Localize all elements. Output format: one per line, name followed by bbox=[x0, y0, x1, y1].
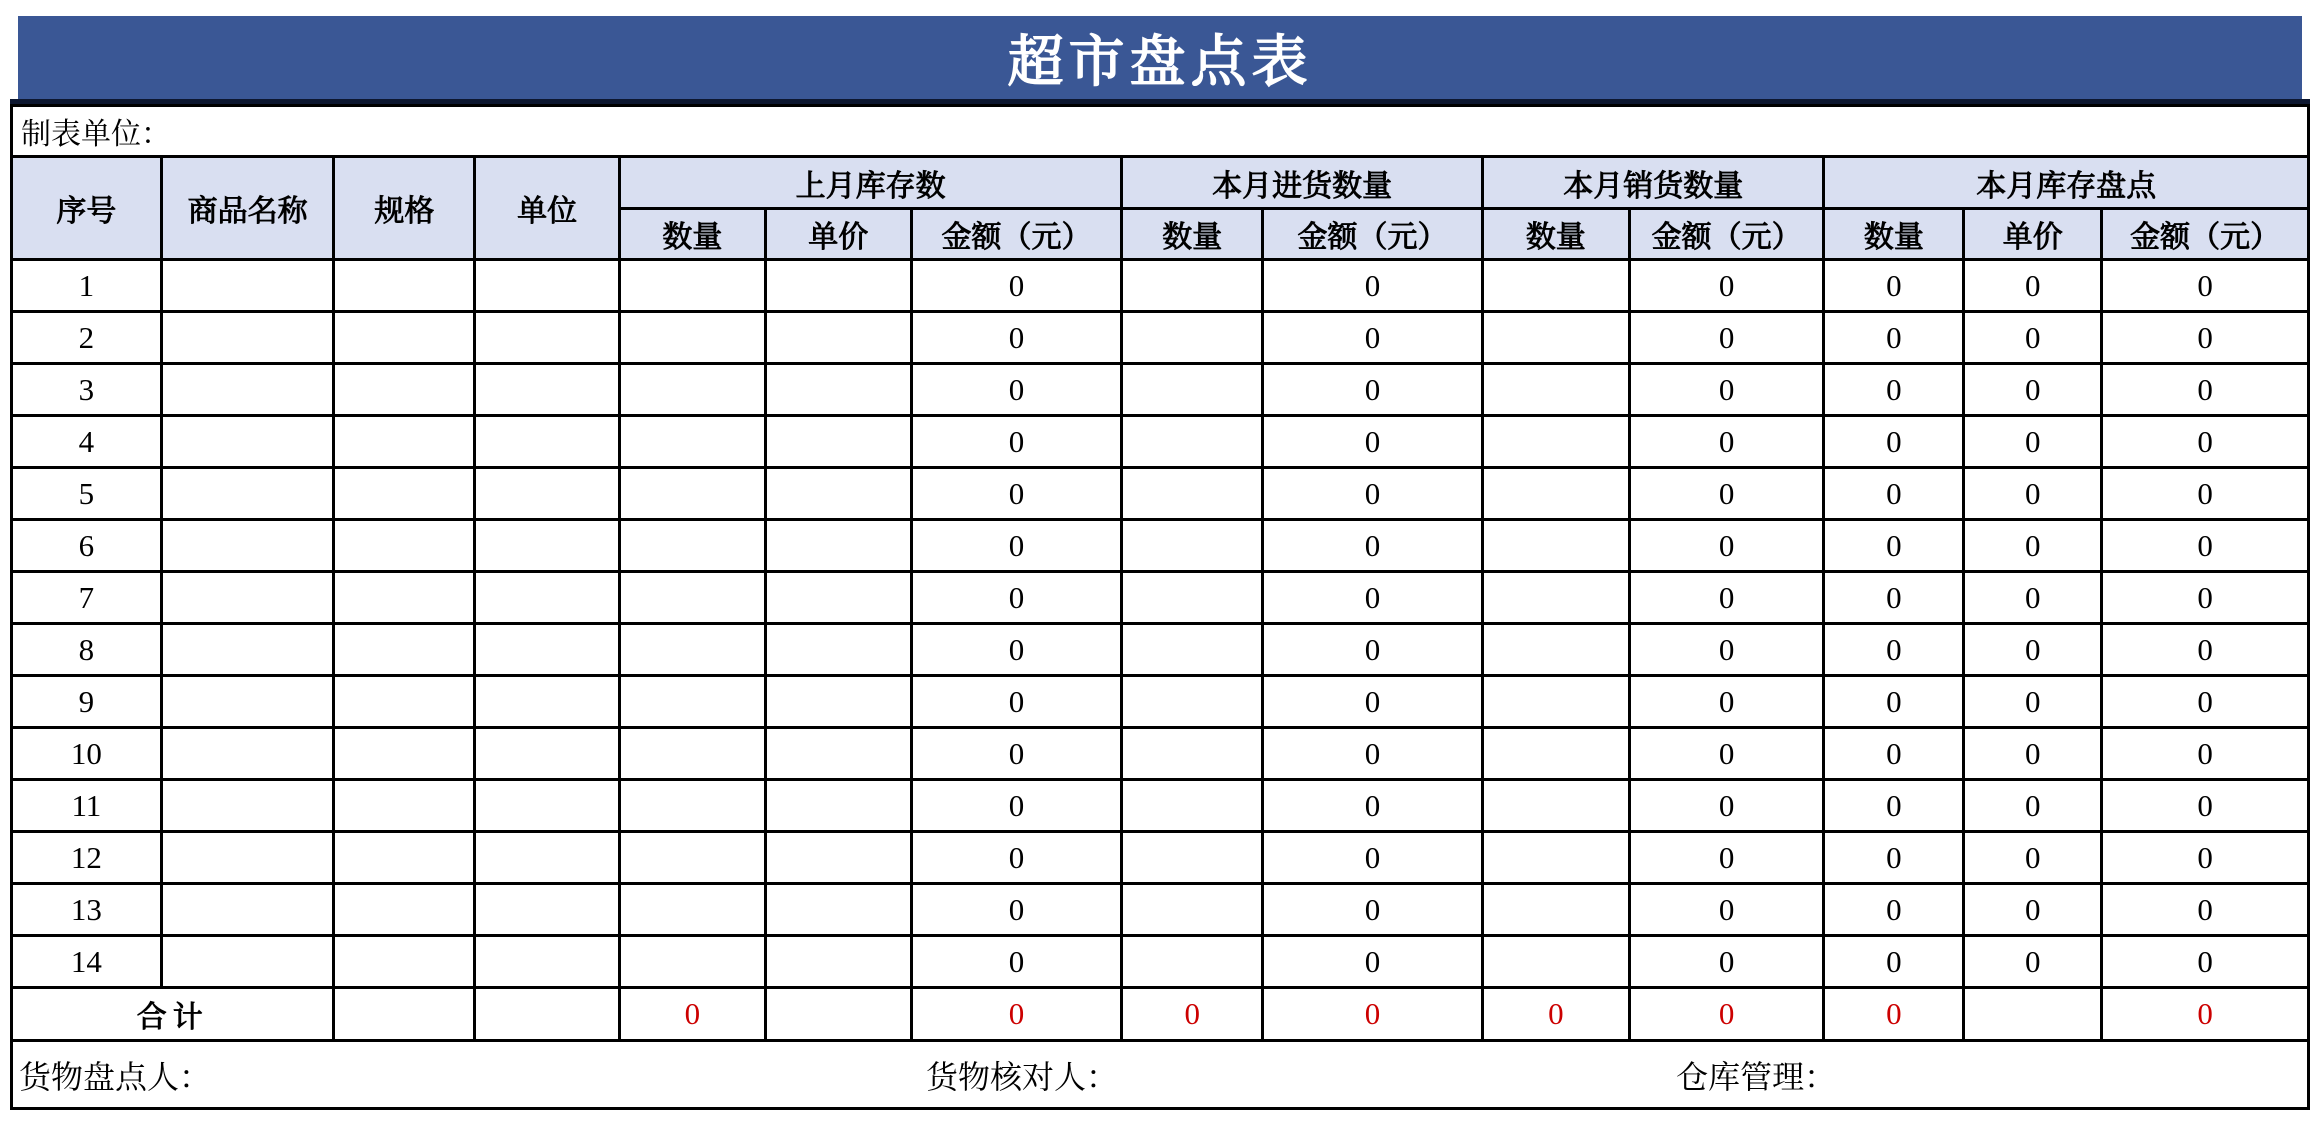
cell[interactable] bbox=[1482, 260, 1629, 312]
cell[interactable]: 0 bbox=[1629, 260, 1824, 312]
cell[interactable] bbox=[765, 572, 911, 624]
cell[interactable] bbox=[475, 676, 620, 728]
table-row bbox=[12, 468, 2309, 520]
cell[interactable] bbox=[161, 312, 334, 364]
cell[interactable] bbox=[1482, 468, 1629, 520]
cell[interactable]: 0 bbox=[1824, 832, 1964, 884]
checker-label: 货物盘点人： bbox=[19, 1058, 212, 1095]
cell[interactable] bbox=[1482, 676, 1629, 728]
cell[interactable] bbox=[1122, 884, 1263, 936]
cell-seq[interactable]: 10 bbox=[12, 728, 162, 780]
cell[interactable] bbox=[161, 832, 334, 884]
cell[interactable] bbox=[161, 624, 334, 676]
cell[interactable]: 0 bbox=[1824, 780, 1964, 832]
cell[interactable] bbox=[619, 312, 765, 364]
cell[interactable]: 0 bbox=[911, 676, 1122, 728]
total-cell[interactable] bbox=[334, 988, 475, 1041]
cell[interactable] bbox=[765, 468, 911, 520]
cell[interactable]: 0 bbox=[1629, 624, 1824, 676]
cell[interactable] bbox=[765, 364, 911, 416]
cell[interactable] bbox=[765, 624, 911, 676]
cell-seq[interactable]: 1 bbox=[12, 260, 162, 312]
cell[interactable] bbox=[765, 780, 911, 832]
cell[interactable]: 0 bbox=[1263, 676, 1483, 728]
table-row bbox=[12, 312, 2309, 364]
cell[interactable] bbox=[765, 936, 911, 988]
cell[interactable] bbox=[619, 260, 765, 312]
table-row bbox=[12, 832, 2309, 884]
cell[interactable]: 0 bbox=[911, 572, 1122, 624]
total-cell[interactable]: 0 bbox=[1263, 988, 1483, 1041]
total-cell[interactable]: 0 bbox=[619, 988, 765, 1041]
table-row bbox=[12, 416, 2309, 468]
cell[interactable] bbox=[765, 676, 911, 728]
cell[interactable] bbox=[475, 468, 620, 520]
cell[interactable]: 0 bbox=[911, 884, 1122, 936]
cell[interactable] bbox=[475, 780, 620, 832]
header-spec: 规格 bbox=[334, 157, 475, 260]
cell[interactable]: 0 bbox=[1629, 936, 1824, 988]
cell[interactable]: 0 bbox=[1263, 832, 1483, 884]
cell[interactable]: 0 bbox=[911, 780, 1122, 832]
cell[interactable]: 0 bbox=[2102, 884, 2309, 936]
cell[interactable] bbox=[1482, 832, 1629, 884]
cell[interactable]: 0 bbox=[2102, 780, 2309, 832]
total-label: 合计 bbox=[12, 988, 334, 1041]
cell[interactable] bbox=[1122, 624, 1263, 676]
cell[interactable]: 0 bbox=[1964, 520, 2102, 572]
table-row bbox=[12, 260, 2309, 312]
cell[interactable] bbox=[475, 936, 620, 988]
verifier-label: 货物核对人： bbox=[926, 1058, 1119, 1095]
total-cell[interactable] bbox=[1964, 988, 2102, 1041]
cell[interactable]: 0 bbox=[1629, 468, 1824, 520]
table-row bbox=[12, 676, 2309, 728]
cell[interactable]: 0 bbox=[1824, 728, 1964, 780]
cell-seq[interactable]: 4 bbox=[12, 416, 162, 468]
cell[interactable] bbox=[1122, 260, 1263, 312]
cell[interactable] bbox=[1482, 624, 1629, 676]
group-header-month-stocktake: 本月库存盘点 bbox=[1824, 157, 2309, 209]
cell[interactable] bbox=[619, 364, 765, 416]
cell[interactable]: 0 bbox=[1263, 780, 1483, 832]
cell-seq[interactable]: 2 bbox=[12, 312, 162, 364]
cell[interactable] bbox=[475, 884, 620, 936]
cell[interactable] bbox=[161, 780, 334, 832]
table-row bbox=[12, 572, 2309, 624]
cell[interactable] bbox=[765, 260, 911, 312]
cell[interactable]: 0 bbox=[911, 416, 1122, 468]
cell[interactable] bbox=[1122, 312, 1263, 364]
cell-seq[interactable]: 8 bbox=[12, 624, 162, 676]
cell[interactable]: 0 bbox=[2102, 936, 2309, 988]
cell[interactable] bbox=[161, 884, 334, 936]
cell[interactable] bbox=[475, 364, 620, 416]
cell[interactable] bbox=[619, 780, 765, 832]
cell[interactable] bbox=[161, 572, 334, 624]
cell[interactable]: 0 bbox=[1964, 936, 2102, 988]
cell[interactable]: 0 bbox=[1629, 416, 1824, 468]
cell[interactable] bbox=[1482, 312, 1629, 364]
cell[interactable] bbox=[1482, 416, 1629, 468]
cell[interactable] bbox=[1122, 520, 1263, 572]
cell[interactable] bbox=[1482, 884, 1629, 936]
cell[interactable] bbox=[334, 468, 475, 520]
cell-seq[interactable]: 9 bbox=[12, 676, 162, 728]
cell[interactable]: 0 bbox=[2102, 416, 2309, 468]
table-row bbox=[12, 728, 2309, 780]
cell[interactable] bbox=[1122, 728, 1263, 780]
header-seq: 序号 bbox=[12, 157, 162, 260]
cell[interactable] bbox=[619, 884, 765, 936]
cell[interactable]: 0 bbox=[1629, 676, 1824, 728]
cell[interactable] bbox=[619, 624, 765, 676]
cell[interactable] bbox=[334, 884, 475, 936]
cell[interactable]: 0 bbox=[1263, 728, 1483, 780]
cell[interactable]: 0 bbox=[2102, 260, 2309, 312]
cell[interactable] bbox=[161, 468, 334, 520]
cell[interactable] bbox=[161, 728, 334, 780]
header-last-qty: 数量 bbox=[619, 209, 765, 260]
cell[interactable]: 0 bbox=[1824, 364, 1964, 416]
cell[interactable]: 0 bbox=[1629, 780, 1824, 832]
cell[interactable] bbox=[619, 520, 765, 572]
table-row bbox=[12, 364, 2309, 416]
cell[interactable]: 0 bbox=[1824, 312, 1964, 364]
cell[interactable] bbox=[161, 260, 334, 312]
cell[interactable]: 0 bbox=[1824, 468, 1964, 520]
cell[interactable]: 0 bbox=[911, 468, 1122, 520]
inventory-table bbox=[10, 104, 2310, 1110]
cell[interactable]: 0 bbox=[911, 520, 1122, 572]
cell[interactable]: 0 bbox=[2102, 676, 2309, 728]
header-last-amount: 金额（元） bbox=[911, 209, 1122, 260]
header-product-name: 商品名称 bbox=[161, 157, 334, 260]
cell[interactable]: 0 bbox=[1629, 364, 1824, 416]
unit-label[interactable]: 制表单位： bbox=[12, 106, 2309, 157]
cell[interactable] bbox=[1122, 676, 1263, 728]
cell[interactable] bbox=[1122, 832, 1263, 884]
header-stocktake-price: 单价 bbox=[1964, 209, 2102, 260]
cell[interactable]: 0 bbox=[911, 624, 1122, 676]
cell[interactable] bbox=[619, 728, 765, 780]
header-stocktake-qty: 数量 bbox=[1824, 209, 1964, 260]
cell[interactable] bbox=[765, 728, 911, 780]
cell[interactable] bbox=[475, 572, 620, 624]
table-row bbox=[12, 780, 2309, 832]
header-purchase-qty: 数量 bbox=[1122, 209, 1263, 260]
header-sales-amount: 金额（元） bbox=[1629, 209, 1824, 260]
cell[interactable]: 0 bbox=[911, 260, 1122, 312]
total-cell[interactable]: 0 bbox=[911, 988, 1122, 1041]
cell[interactable]: 0 bbox=[1629, 832, 1824, 884]
total-cell[interactable] bbox=[765, 988, 911, 1041]
cell[interactable]: 0 bbox=[1964, 780, 2102, 832]
cell[interactable] bbox=[1122, 364, 1263, 416]
cell[interactable]: 0 bbox=[2102, 312, 2309, 364]
cell[interactable]: 0 bbox=[911, 832, 1122, 884]
cell[interactable] bbox=[619, 936, 765, 988]
cell[interactable] bbox=[619, 832, 765, 884]
cell[interactable] bbox=[475, 260, 620, 312]
signature-row bbox=[12, 1041, 2309, 1109]
cell-seq[interactable]: 6 bbox=[12, 520, 162, 572]
cell[interactable]: 0 bbox=[1824, 520, 1964, 572]
cell[interactable] bbox=[334, 260, 475, 312]
cell[interactable]: 0 bbox=[911, 312, 1122, 364]
cell[interactable]: 0 bbox=[1263, 936, 1483, 988]
cell[interactable] bbox=[1122, 416, 1263, 468]
table-row bbox=[12, 624, 2309, 676]
cell[interactable] bbox=[1482, 520, 1629, 572]
cell[interactable]: 0 bbox=[1263, 520, 1483, 572]
cell[interactable] bbox=[765, 520, 911, 572]
total-cell[interactable]: 0 bbox=[2102, 988, 2309, 1041]
cell[interactable]: 0 bbox=[1263, 572, 1483, 624]
cell[interactable] bbox=[1482, 728, 1629, 780]
cell[interactable] bbox=[475, 520, 620, 572]
cell[interactable] bbox=[161, 416, 334, 468]
table-row bbox=[12, 884, 2309, 936]
header-unit: 单位 bbox=[475, 157, 620, 260]
total-cell[interactable]: 0 bbox=[1824, 988, 1964, 1041]
unit-row bbox=[12, 106, 2309, 157]
cell[interactable] bbox=[1122, 572, 1263, 624]
cell-seq[interactable]: 13 bbox=[12, 884, 162, 936]
cell-seq[interactable]: 3 bbox=[12, 364, 162, 416]
cell[interactable] bbox=[334, 624, 475, 676]
cell[interactable] bbox=[475, 624, 620, 676]
cell[interactable]: 0 bbox=[1824, 624, 1964, 676]
cell[interactable] bbox=[161, 676, 334, 728]
cell[interactable] bbox=[161, 936, 334, 988]
cell-seq[interactable]: 5 bbox=[12, 468, 162, 520]
cell[interactable] bbox=[334, 780, 475, 832]
total-cell[interactable]: 0 bbox=[1122, 988, 1263, 1041]
cell[interactable] bbox=[1122, 468, 1263, 520]
cell[interactable]: 0 bbox=[1263, 416, 1483, 468]
total-row bbox=[12, 988, 2309, 1041]
cell[interactable] bbox=[334, 728, 475, 780]
total-cell[interactable]: 0 bbox=[1629, 988, 1824, 1041]
group-header-month-purchase: 本月进货数量 bbox=[1122, 157, 1483, 209]
header-sales-qty: 数量 bbox=[1482, 209, 1629, 260]
cell[interactable] bbox=[619, 416, 765, 468]
header-last-price: 单价 bbox=[765, 209, 911, 260]
cell[interactable] bbox=[619, 676, 765, 728]
cell-seq[interactable]: 14 bbox=[12, 936, 162, 988]
cell[interactable] bbox=[765, 832, 911, 884]
cell[interactable] bbox=[765, 416, 911, 468]
cell[interactable] bbox=[1482, 364, 1629, 416]
cell[interactable]: 0 bbox=[1964, 884, 2102, 936]
cell[interactable] bbox=[334, 520, 475, 572]
cell[interactable] bbox=[1122, 780, 1263, 832]
cell[interactable] bbox=[475, 312, 620, 364]
header-group-row bbox=[12, 157, 2309, 209]
cell[interactable]: 0 bbox=[1629, 728, 1824, 780]
cell[interactable]: 0 bbox=[1629, 312, 1824, 364]
cell[interactable]: 0 bbox=[1263, 364, 1483, 416]
cell[interactable]: 0 bbox=[1964, 260, 2102, 312]
cell[interactable]: 0 bbox=[1964, 468, 2102, 520]
cell[interactable]: 0 bbox=[2102, 364, 2309, 416]
cell[interactable]: 0 bbox=[1629, 520, 1824, 572]
cell[interactable]: 0 bbox=[911, 364, 1122, 416]
cell[interactable]: 0 bbox=[1824, 572, 1964, 624]
cell[interactable] bbox=[334, 572, 475, 624]
cell[interactable] bbox=[334, 364, 475, 416]
cell-seq[interactable]: 11 bbox=[12, 780, 162, 832]
cell[interactable] bbox=[334, 936, 475, 988]
cell[interactable]: 0 bbox=[2102, 728, 2309, 780]
cell[interactable] bbox=[475, 832, 620, 884]
cell[interactable]: 0 bbox=[1964, 312, 2102, 364]
cell[interactable] bbox=[334, 832, 475, 884]
page-title: 超市盘点表 bbox=[1007, 29, 1313, 93]
cell[interactable]: 0 bbox=[1263, 624, 1483, 676]
page bbox=[0, 16, 2320, 1127]
cell[interactable]: 0 bbox=[1964, 572, 2102, 624]
cell[interactable]: 0 bbox=[911, 936, 1122, 988]
cell[interactable]: 0 bbox=[1964, 624, 2102, 676]
table-row bbox=[12, 936, 2309, 988]
cell[interactable] bbox=[334, 416, 475, 468]
cell-seq[interactable]: 12 bbox=[12, 832, 162, 884]
cell[interactable]: 0 bbox=[1824, 416, 1964, 468]
total-cell[interactable] bbox=[475, 988, 620, 1041]
cell[interactable] bbox=[619, 572, 765, 624]
cell[interactable]: 0 bbox=[2102, 572, 2309, 624]
cell[interactable] bbox=[334, 312, 475, 364]
warehouse-manager-label: 仓库管理： bbox=[1676, 1058, 1837, 1095]
cell[interactable] bbox=[1122, 936, 1263, 988]
group-header-month-sales: 本月销货数量 bbox=[1482, 157, 1824, 209]
table-row bbox=[12, 520, 2309, 572]
cell[interactable]: 0 bbox=[1263, 260, 1483, 312]
cell[interactable]: 0 bbox=[2102, 468, 2309, 520]
cell[interactable] bbox=[765, 312, 911, 364]
cell[interactable]: 0 bbox=[1824, 260, 1964, 312]
cell[interactable] bbox=[765, 884, 911, 936]
cell[interactable]: 0 bbox=[1964, 728, 2102, 780]
cell[interactable]: 0 bbox=[2102, 520, 2309, 572]
cell[interactable] bbox=[1482, 936, 1629, 988]
cell[interactable]: 0 bbox=[1964, 676, 2102, 728]
group-header-last-month-stock: 上月库存数 bbox=[619, 157, 1121, 209]
cell[interactable]: 0 bbox=[1824, 936, 1964, 988]
cell[interactable]: 0 bbox=[1263, 312, 1483, 364]
cell[interactable] bbox=[475, 728, 620, 780]
cell[interactable] bbox=[475, 416, 620, 468]
cell[interactable]: 0 bbox=[1964, 364, 2102, 416]
cell[interactable] bbox=[161, 364, 334, 416]
cell[interactable] bbox=[1482, 572, 1629, 624]
cell[interactable]: 0 bbox=[1964, 832, 2102, 884]
cell[interactable]: 0 bbox=[1629, 884, 1824, 936]
cell-seq[interactable]: 7 bbox=[12, 572, 162, 624]
cell[interactable]: 0 bbox=[1824, 884, 1964, 936]
cell[interactable] bbox=[1482, 780, 1629, 832]
cell[interactable]: 0 bbox=[1263, 468, 1483, 520]
title-banner bbox=[18, 16, 2302, 99]
total-cell[interactable]: 0 bbox=[1482, 988, 1629, 1041]
cell[interactable]: 0 bbox=[1824, 676, 1964, 728]
header-stocktake-amount: 金额（元） bbox=[2102, 209, 2309, 260]
cell[interactable]: 0 bbox=[2102, 624, 2309, 676]
header-purchase-amount: 金额（元） bbox=[1263, 209, 1483, 260]
cell[interactable] bbox=[334, 676, 475, 728]
cell[interactable] bbox=[161, 520, 334, 572]
cell[interactable]: 0 bbox=[2102, 832, 2309, 884]
cell[interactable]: 0 bbox=[1964, 416, 2102, 468]
cell[interactable] bbox=[619, 468, 765, 520]
cell[interactable]: 0 bbox=[1629, 572, 1824, 624]
cell[interactable]: 0 bbox=[1263, 884, 1483, 936]
cell[interactable]: 0 bbox=[911, 728, 1122, 780]
